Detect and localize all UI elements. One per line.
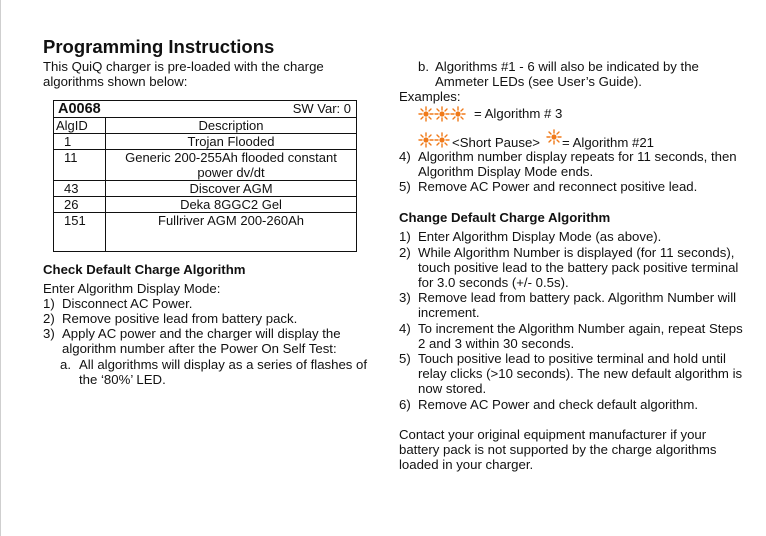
led-flash-icon bbox=[546, 129, 562, 145]
check-steps bbox=[43, 296, 373, 357]
alg-description: Fullriver AGM 200-260Ah bbox=[106, 213, 357, 252]
led-flash-icon bbox=[434, 106, 450, 122]
alg-description: Deka 8GGC2 Gel bbox=[106, 197, 357, 213]
list-item: 1) Enter Algorithm Display Mode (as above). bbox=[399, 229, 662, 245]
alg-id: 26 bbox=[54, 197, 106, 213]
table-header-row bbox=[54, 118, 357, 134]
table-row bbox=[54, 197, 357, 213]
list-item: 5) Touch positive lead to positive terminal and hold until relay clicks (>10 seconds). The new default algorithm is now stored. bbox=[399, 351, 743, 397]
check-section bbox=[43, 262, 373, 387]
example-row-2 bbox=[399, 131, 744, 149]
table-code: A0068 bbox=[58, 101, 101, 118]
list-item: 3) Remove lead from battery pack. Algorithm Number will increment. bbox=[399, 290, 737, 321]
check-lead: Enter Algorithm Display Mode: bbox=[43, 280, 221, 296]
examples-label: Examples: bbox=[399, 89, 461, 105]
example-2-text: = Algorithm #21 bbox=[561, 135, 654, 150]
list-item: 5) Remove AC Power and reconnect positive lead. bbox=[399, 179, 698, 195]
led-flash-icon bbox=[434, 132, 450, 148]
alg-id: 43 bbox=[54, 181, 106, 197]
sw-var: SW Var: 0 bbox=[292, 101, 351, 117]
alg-description: Discover AGM bbox=[106, 181, 357, 197]
alg-id: 11 bbox=[54, 150, 106, 181]
contact-note: Contact your original equipment manufacturer if your battery pack is not supported by the charge algorithms loaded in your charger. bbox=[399, 426, 717, 473]
check-heading: Check Default Charge Algorithm bbox=[43, 262, 246, 278]
table-row bbox=[54, 150, 357, 181]
list-item: 2) While Algorithm Number is displayed (for 11 seconds), touch positive lead to the battery pack positive terminal for 3.0 seconds (+/- 0.5s). bbox=[399, 244, 739, 291]
table-row bbox=[54, 134, 357, 150]
page-title: Programming Instructions bbox=[43, 36, 275, 57]
list-item: 4) Algorithm number display repeats for 11 seconds, then Algorithm Display Mode ends. bbox=[399, 148, 737, 179]
list-item: 3) Apply AC power and the charger will display the algorithm number after the Power On Self Test: bbox=[43, 326, 341, 357]
display-steps bbox=[399, 149, 744, 195]
list-item: 6) Remove AC Power and check default algorithm. bbox=[399, 396, 699, 412]
change-heading: Change Default Charge Algorithm bbox=[399, 210, 611, 226]
example-1-text: = Algorithm # 3 bbox=[474, 106, 563, 121]
led-flash-icon bbox=[418, 132, 434, 148]
col-header-algid: AlgID bbox=[54, 118, 106, 134]
alg-description: Generic 200-255Ah flooded constant power dv/dt bbox=[106, 150, 357, 181]
led-flash-icon bbox=[418, 106, 434, 122]
alg-id: 151 bbox=[54, 213, 106, 252]
alg-id: 1 bbox=[54, 134, 106, 150]
list-item: 4) To increment the Algorithm Number again, repeat Steps 2 and 3 within 30 seconds. bbox=[399, 320, 743, 351]
sub-item-b: b. Algorithms #1 - 6 will also be indicated by the Ammeter LEDs (see User’s Guide). bbox=[418, 59, 699, 90]
page-edge bbox=[0, 0, 1, 536]
intro-text: This QuiQ charger is pre-loaded with the charge algorithms shown below: bbox=[43, 59, 324, 90]
col-header-description: Description bbox=[106, 118, 357, 134]
right-column bbox=[399, 59, 744, 472]
change-steps bbox=[399, 229, 744, 411]
algorithm-table bbox=[53, 100, 357, 252]
example-row-1 bbox=[399, 105, 744, 123]
left-column bbox=[43, 36, 373, 387]
alg-description: Trojan Flooded bbox=[106, 134, 357, 150]
table-title-row bbox=[54, 101, 357, 118]
list-item: 1) Disconnect AC Power. bbox=[43, 295, 193, 311]
sub-item-a: a. All algorithms will display as a series of flashes of the ‘80%’ LED. bbox=[60, 356, 368, 387]
table-row bbox=[54, 213, 357, 252]
led-flash-icon bbox=[450, 106, 466, 122]
list-item: 2) Remove positive lead from battery pack. bbox=[43, 311, 298, 327]
short-pause-text: <Short Pause> bbox=[452, 135, 540, 150]
table-row bbox=[54, 181, 357, 197]
change-section bbox=[399, 210, 744, 412]
